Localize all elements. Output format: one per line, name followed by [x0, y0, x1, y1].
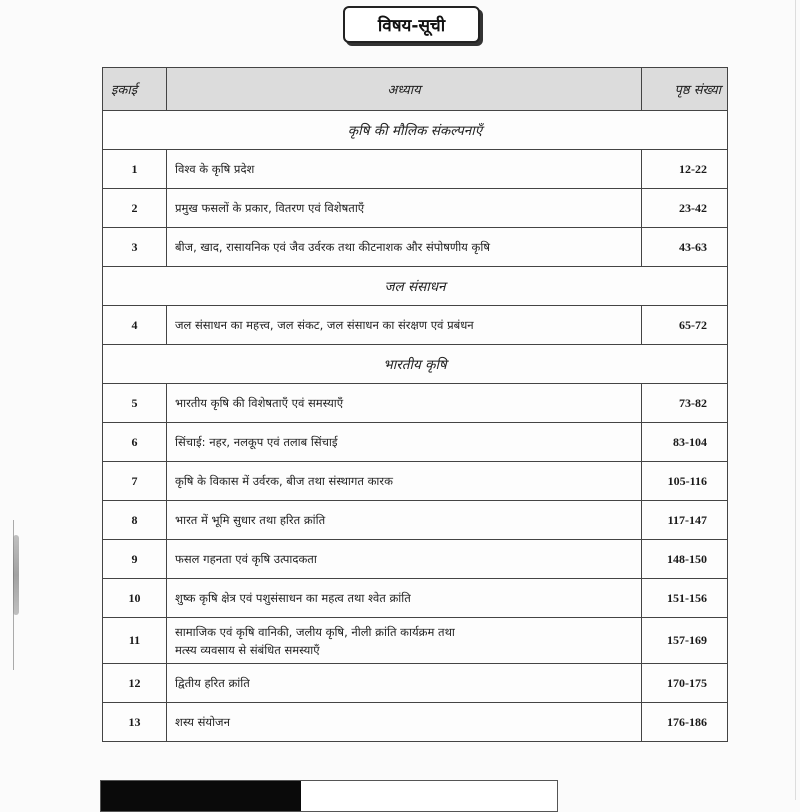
section-title: कृषि की मौलिक संकल्पनाएँ: [103, 111, 728, 150]
toc-row[interactable]: [103, 423, 728, 462]
page-range: 157-169: [642, 618, 728, 664]
unit-number: 7: [103, 462, 167, 501]
unit-number: 4: [103, 306, 167, 345]
bottom-banner-dark-block: [101, 781, 301, 811]
page-range: 65-72: [642, 306, 728, 345]
unit-number: 6: [103, 423, 167, 462]
page-range: 12-22: [642, 150, 728, 189]
page-range: 148-150: [642, 540, 728, 579]
section-title: जल संसाधन: [103, 267, 728, 306]
toc-row[interactable]: [103, 384, 728, 423]
toc-row[interactable]: [103, 462, 728, 501]
chapter-title[interactable]: फसल गहनता एवं कृषि उत्पादकता: [167, 540, 642, 579]
unit-number: 11: [103, 618, 167, 664]
page-title: [343, 6, 480, 43]
toc-row[interactable]: [103, 501, 728, 540]
toc-row[interactable]: [103, 579, 728, 618]
page-range: 105-116: [642, 462, 728, 501]
header-unit: इकाई: [103, 68, 167, 111]
header-pages: पृष्ठ संख्या: [642, 68, 728, 111]
chapter-title[interactable]: प्रमुख फसलों के प्रकार, वितरण एवं विशेषताएँ: [167, 189, 642, 228]
toc-row[interactable]: [103, 618, 728, 664]
chapter-title[interactable]: [167, 618, 642, 664]
chapter-title[interactable]: विश्व के कृषि प्रदेश: [167, 150, 642, 189]
section-title: भारतीय कृषि: [103, 345, 728, 384]
chapter-title[interactable]: शुष्क कृषि क्षेत्र एवं पशुसंसाधन का महत्व तथा श्वेत क्रांति: [167, 579, 642, 618]
header-chapter: अध्याय: [167, 68, 642, 111]
toc-row[interactable]: [103, 540, 728, 579]
unit-number: 13: [103, 703, 167, 742]
section-heading-row: [103, 267, 728, 306]
chapter-title[interactable]: द्वितीय हरित क्रांति: [167, 664, 642, 703]
toc-row[interactable]: [103, 306, 728, 345]
toc-row[interactable]: [103, 228, 728, 267]
chapter-title-line-1: सामाजिक एवं कृषि वानिकी, जलीय कृषि, नीली क्रांति कार्यक्रम तथा: [175, 624, 455, 639]
page-range: 176-186: [642, 703, 728, 742]
scan-artifact-mark: [13, 535, 19, 615]
bottom-banner: [100, 780, 558, 812]
page-range: 43-63: [642, 228, 728, 267]
chapter-title[interactable]: भारतीय कृषि की विशेषताएँ एवं समस्याएँ: [167, 384, 642, 423]
chapter-title[interactable]: शस्य संयोजन: [167, 703, 642, 742]
toc-row[interactable]: [103, 664, 728, 703]
unit-number: 12: [103, 664, 167, 703]
unit-number: 9: [103, 540, 167, 579]
chapter-title[interactable]: बीज, खाद, रासायनिक एवं जैव उर्वरक तथा कीटनाशक और संपोषणीय कृषि: [167, 228, 642, 267]
page-range: 83-104: [642, 423, 728, 462]
scan-artifact-edge: [795, 0, 796, 800]
chapter-title[interactable]: जल संसाधन का महत्त्व, जल संकट, जल संसाधन का संरक्षण एवं प्रबंधन: [167, 306, 642, 345]
page-title-text: विषय-सूची: [377, 16, 446, 36]
toc-row[interactable]: [103, 189, 728, 228]
page-range: 170-175: [642, 664, 728, 703]
unit-number: 3: [103, 228, 167, 267]
page-range: 151-156: [642, 579, 728, 618]
page-range: 117-147: [642, 501, 728, 540]
unit-number: 1: [103, 150, 167, 189]
chapter-title[interactable]: भारत में भूमि सुधार तथा हरित क्रांति: [167, 501, 642, 540]
page-range: 23-42: [642, 189, 728, 228]
section-heading-row: [103, 345, 728, 384]
table-of-contents: [102, 67, 728, 742]
toc-row[interactable]: [103, 703, 728, 742]
table-header-row: [103, 68, 728, 111]
chapter-title-line-2: मत्स्य व्यवसाय से संबंधित समस्याएँ: [175, 642, 320, 657]
unit-number: 8: [103, 501, 167, 540]
chapter-title[interactable]: कृषि के विकास में उर्वरक, बीज तथा संस्थागत कारक: [167, 462, 642, 501]
toc-row[interactable]: [103, 150, 728, 189]
unit-number: 10: [103, 579, 167, 618]
page-range: 73-82: [642, 384, 728, 423]
section-heading-row: [103, 111, 728, 150]
unit-number: 5: [103, 384, 167, 423]
chapter-title[interactable]: सिंचाई: नहर, नलकूप एवं तलाब सिंचाई: [167, 423, 642, 462]
unit-number: 2: [103, 189, 167, 228]
